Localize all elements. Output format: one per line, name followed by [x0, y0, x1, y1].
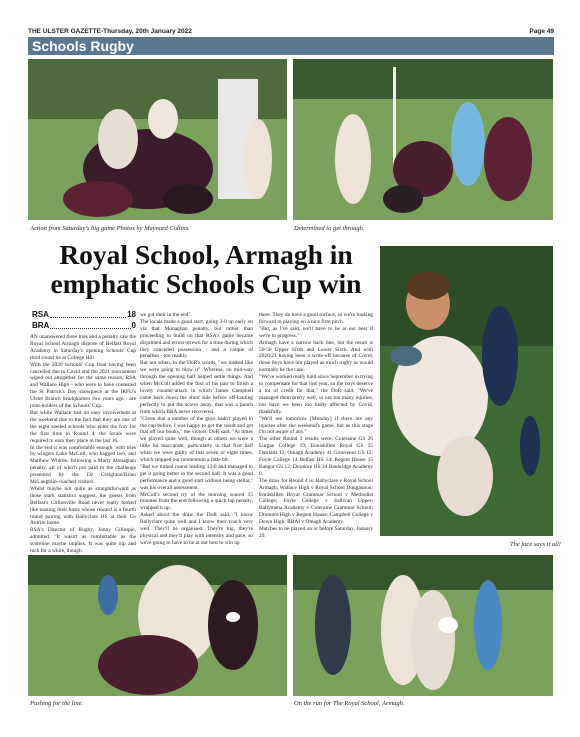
caption-top-right: Determined to get through. — [294, 225, 365, 232]
photo-action-scrum — [28, 59, 287, 220]
leader-dots — [50, 321, 130, 329]
leader-dots — [50, 310, 126, 318]
article-paragraph: The locals made a good start, going 3-0 up early on via that Monaghan penalty, but rather than proceeding to build on that RSA's game became disjointed and errors-strewn for a time during which they conceded possession - and a couple of penalties - too readily. — [140, 318, 253, 360]
article-paragraph: Armagh have a narrow back line, but the result is 50-50 Upper Sixth and Lower Sixth. And with 2020/21 having been a write-off because of Covid, those boys have not played as much rugby as would normally be the case. — [259, 339, 373, 374]
article-paragraph: there. They do have a good surface, so we're looking forward to playing on a nice firm pitch. — [259, 312, 373, 325]
article-paragraph: "But we turned round leading 13-0 and managed to get it going better in the second half. It was a good performance and a good start without being stellar," was his overall assessment. — [140, 463, 253, 491]
score-value: 18 — [127, 310, 136, 319]
photo-determined — [293, 59, 553, 220]
article-paragraph: "But, as I've said, we'll have to be at our best if we're to progress." — [259, 325, 373, 339]
score-team: RSA — [32, 310, 49, 319]
photo-on-the-run — [293, 555, 553, 696]
masthead-publication: THE ULSTER GAZETTE-Thursday, 20th January 2022 — [28, 27, 192, 35]
article-paragraph: But not when, in the DoR's words, "we looked like we were going to blow it". Whereas, on mid-way through the opening half helped settle things. And when McColl added the first of his pair to finish a lovely counter-attack in which James Campbell came back down the short side before off-loading perfectly to put the scorer away, that was a punch from which BRA never recovered. — [140, 360, 253, 415]
photo-pushing-for-line — [28, 555, 287, 696]
article-paragraph: But while Wallace had no easy involvement at the weekend due to the fact that they are one of the eight seeded schools who enter the fray for the first time in Round 4, the locals were required to earn their place in the last 16. — [30, 409, 136, 444]
article-paragraph: Matches to be played on or before Saturday, January 29. — [259, 526, 373, 539]
article-paragraph: With the 2020 Schools' Cup final having been cancelled due to Covid and the 2021 tournament wiped out altogether for the same reason, RSA and Wallace High - who were to have contested the St Patrick's Day showpiece at the IRFU's Ulster Branch headquarters two years ago - are joint-holders of the Schools' Cup. — [30, 361, 136, 410]
article-paragraph: "We've worked really hard since September in trying to compensate for that lost year, so the boys deserve a lot of credit for that," the DoR said. "We've managed them pretty well, so not too many injuries, nor have we been too badly affected by Covid, thankfully. — [259, 374, 373, 415]
article-column-2 — [140, 312, 253, 559]
article-paragraph: McColl's second try of the morning soured 15 minutes from the end following a quick tap penalty, wrapped it up. — [140, 491, 253, 512]
article-paragraph: "Given that a number of the guys hadn't played in the cup before, I was happy to get the result and get that off our books," the victors' DoR said. "At times we played quite well, though at others we were a little bit inaccurate, particularly in that first half when we were guilty of that seven or eight times, which stopped our momentum a little bit. — [140, 415, 253, 464]
caption-bottom-left: Pushing for the line. — [30, 700, 84, 707]
article-column-3 — [259, 312, 373, 559]
score-value: 0 — [131, 321, 136, 330]
masthead — [28, 26, 554, 36]
masthead-page-number: Page 49 — [529, 27, 554, 35]
article-paragraph: RSA's Director of Rugby, Jonny Gillespie, admitted, "It wasn't as comfortable as the scoreline maybe implies. It was quite nip and tuck for a while, though — [30, 527, 136, 555]
photo-face-says-it-all — [380, 246, 553, 536]
article-paragraph: we got their in the end". — [140, 312, 192, 318]
article-paragraph: "We'll see tomorrow [Monday] if there are any injuries after the weekend's game, but as this stage I'm not aware of any." — [259, 415, 373, 436]
article-paragraph: AN unanswered three tries and a penalty saw the Royal School Armagh dispose of Belfast Royal Academy in Saturday's opening Schools' Cup third round tie at College Hill. — [30, 334, 136, 361]
article-paragraph: Asked about the draw the DoR said, "I know Ballyclare quite well and I know their coach very well. They'll be organised. They're big, they're physical and they'll play with intensity and pace, so we're going to have to be at our best to win up — [140, 512, 253, 546]
article-paragraph: The other Round 3 results were: Coleraine GS 26 Lurgan College 19; Enniskillen Royal GS 15 Dalriada 13; Omagh Academy 41 Grosvenor GS 12; Foyle College 14 Belfast HS 14; Regent House 15 Bangor GS 12; Dromore HS 24 Banbridge Academy 0. — [259, 436, 373, 477]
article-headline: Royal School, Armagh in emphatic Schools Cup win — [50, 239, 362, 299]
score-row-rsa — [32, 310, 136, 320]
caption-top-left: Action from Saturday's big game Photos by Maynard Collins. — [30, 225, 190, 232]
score-row-bra — [32, 321, 136, 331]
score-team: BRA — [32, 321, 50, 330]
section-header: Schools Rugby — [28, 37, 554, 55]
article-paragraph: The draw for Round 4 is: Ballyclare v Royal School Armagh; Wallace High v Royal School Dungannon; Enniskillen Royal Grammar School v Methodist College; Foyle College v Sullivan Upper; Ballymena Academy v Coleraine Grammar School; Dromore High v Regent House; Campbell College v Down High; RBAI v Omagh Academy. — [259, 477, 373, 526]
caption-mid-right: The face says it all! — [510, 541, 561, 548]
caption-bottom-right: On the run for The Royal School, Armagh. — [294, 700, 405, 707]
article-column-1 — [30, 334, 136, 559]
article-paragraph: In the end it was comfortable enough, with tries by wingers Luke McColl, who bagged two, and Matthew Whittle, following a Marty Monaghan penalty, all of which put paid to the challenge presented by the DJ Creighton/Brian McLaughlin-coached visitors. — [30, 444, 136, 486]
article-paragraph: Whilst maybe not quite as straightforward as those stark statistics suggest, the guests from Belfast's Cliftonville Road never really looked like ousting their hosts whose reward is a fourth round pairing with Ballyclare HS at their Co Antrim home. — [30, 485, 136, 527]
